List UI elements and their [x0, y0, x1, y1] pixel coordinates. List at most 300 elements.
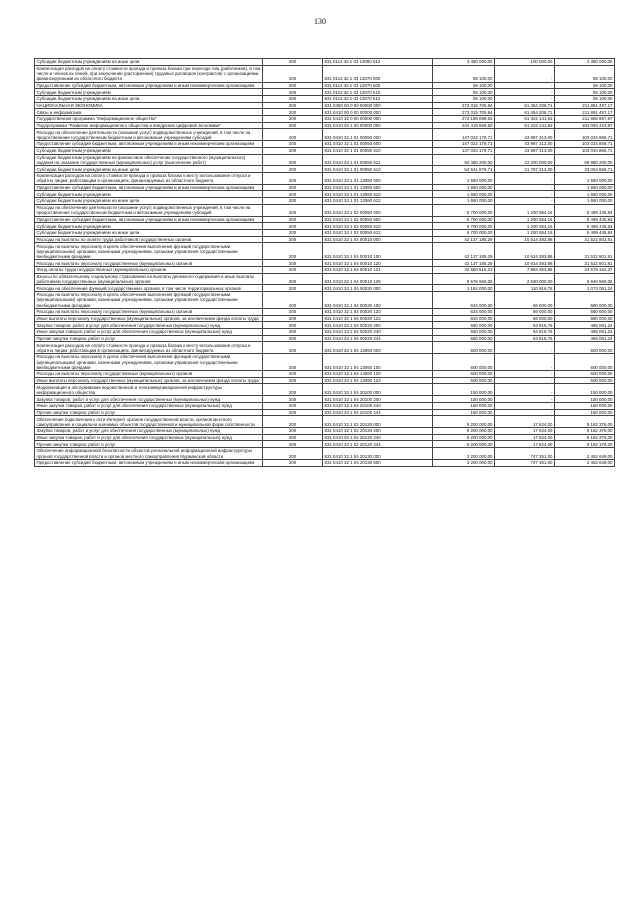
- row-executed-cell: 100 000,00: [495, 59, 555, 66]
- table-row: [35, 377, 615, 384]
- row-name-cell: Компенсация расходов на оплату стоимости проезда и провоза багажа при переезде лиц (работников), в том числе и членов их семей, при заключении (расторжении) трудовых договоров (контрактов) с организациями, финансируемыми из областного бюджета: [35, 65, 263, 82]
- row-classification-cell: 831 0410 32 1 04 00010 000: [323, 236, 433, 243]
- row-approved-cell: 600 000,00: [433, 377, 495, 384]
- row-name-cell: Предоставление субсидий бюджетным, автономным учреждениям и иным некоммерческим организациям: [35, 184, 263, 191]
- row-approved-cell: 550 000,00: [433, 329, 495, 336]
- row-classification-cell: 831 0410 32 1 04 00010 120: [323, 260, 433, 267]
- row-approved-cell: 150 000,00: [433, 396, 495, 403]
- row-remainder-cell: 600 000,00: [555, 377, 615, 384]
- row-code-cell: 200: [263, 260, 323, 267]
- row-classification-cell: 831 0410 32 1 02 20120 244: [323, 441, 433, 448]
- table-row: [35, 216, 615, 223]
- table-row: [35, 322, 615, 329]
- row-approved-cell: 147 022 179,71: [433, 147, 495, 154]
- row-name-cell: Компенсация расходов на оплату стоимости проезда и провоза багажа к месту использования отпуска и обратно лицам, работающим в организациях, финансируемых из областного бюджета: [35, 342, 263, 354]
- row-classification-cell: 831 0410 32 1 04 13060 000: [323, 342, 433, 354]
- row-remainder-cell: 9 182 376,00: [555, 428, 615, 435]
- table-row: [35, 59, 615, 66]
- table-row: [35, 342, 615, 354]
- row-code-cell: 200: [263, 315, 323, 322]
- row-executed-cell: -: [495, 402, 555, 409]
- table-row: [35, 354, 615, 371]
- row-approved-cell: 59 100,00: [433, 82, 495, 89]
- row-remainder-cell: 1 650 000,00: [555, 191, 615, 198]
- table-row: [35, 191, 615, 198]
- row-code-cell: 200: [263, 384, 323, 396]
- row-code-cell: 200: [263, 147, 323, 154]
- table-row: [35, 65, 615, 82]
- row-approved-cell: 147 022 179,71: [433, 129, 495, 141]
- row-executed-cell: 54 918,76: [495, 329, 555, 336]
- table-row: [35, 441, 615, 448]
- row-approved-cell: 147 022 179,71: [433, 141, 495, 148]
- table-row: [35, 266, 615, 273]
- row-classification-cell: 831 0410 32 1 04 00010 121: [323, 266, 433, 273]
- row-executed-cell: 747 351,00: [495, 448, 555, 460]
- row-classification-cell: 831 0410 32 1 02 00050 000: [323, 204, 433, 216]
- row-approved-cell: 6 700 000,00: [433, 230, 495, 237]
- row-name-cell: Закупка товаров, работ и услуг для обеспечения государственных (муниципальных) нужд: [35, 428, 263, 435]
- table-row: [35, 434, 615, 441]
- row-executed-cell: 17 624,00: [495, 434, 555, 441]
- row-approved-cell: 634 000,00: [433, 292, 495, 309]
- row-classification-cell: 831 0400 00 0 00 00000 000: [323, 102, 433, 109]
- row-remainder-cell: 150 000,00: [555, 384, 615, 396]
- row-code-cell: 200: [263, 223, 323, 230]
- table-row: [35, 285, 615, 292]
- row-code-cell: 200: [263, 184, 323, 191]
- row-classification-cell: 831 0410 32 1 02 00050 612: [323, 230, 433, 237]
- row-remainder-cell: 600 000,00: [555, 354, 615, 371]
- table-row: [35, 204, 615, 216]
- row-name-cell: Субсидии бюджетным учреждениям на иные цели: [35, 95, 263, 102]
- row-classification-cell: 831 0410 32 1 04 20100 000: [323, 384, 433, 396]
- row-classification-cell: 831 0410 32 1 02 20120 240: [323, 434, 433, 441]
- row-name-cell: Расходы на обеспечение деятельности (оказание услуг) подведомственных учреждений, в том числе на предоставление государственным бюджетным и автономным учреждениям субсидий: [35, 129, 263, 141]
- row-remainder-cell: 3 380 000,00: [555, 59, 615, 66]
- row-approved-cell: 1 650 000,00: [433, 191, 495, 198]
- row-classification-cell: 831 0410 32 1 01 13060 000: [323, 173, 433, 185]
- row-name-cell: Прочая закупка товаров, работ и услуг: [35, 441, 263, 448]
- table-row: [35, 89, 615, 96]
- row-remainder-cell: 2 452 649,00: [555, 448, 615, 460]
- row-approved-cell: 54 541 979,71: [433, 166, 495, 173]
- row-classification-cell: 831 0410 32 1 04 00020 200: [323, 322, 433, 329]
- row-classification-cell: 831 0410 32 1 04 13060 120: [323, 371, 433, 378]
- row-remainder-cell: 31 522 801,91: [555, 236, 615, 243]
- row-remainder-cell: 495 081,24: [555, 335, 615, 342]
- row-approved-cell: 42 137 185,29: [433, 243, 495, 260]
- table-row: [35, 371, 615, 378]
- row-remainder-cell: 211 866 957,97: [555, 116, 615, 123]
- table-row: [35, 260, 615, 267]
- row-name-cell: Закупка товаров, работ и услуг для обеспечения государственных (муниципальных) нужд: [35, 396, 263, 403]
- row-approved-cell: 92 480 200,00: [433, 154, 495, 166]
- row-executed-cell: 110 916,76: [495, 285, 555, 292]
- row-classification-cell: 831 0410 32 1 00 00000 000: [323, 122, 433, 129]
- row-executed-cell: -: [495, 65, 555, 82]
- row-code-cell: 200: [263, 273, 323, 285]
- table-row: [35, 166, 615, 173]
- row-code-cell: 200: [263, 154, 323, 166]
- row-approved-cell: 600 000,00: [433, 354, 495, 371]
- row-remainder-cell: 69 980 200,00: [555, 154, 615, 166]
- row-name-cell: Субсидии бюджетным учреждениям на финансовое обеспечение государственного (муниципального) задания на оказание государственных (муниципальных) услуг (выполнение работ): [35, 154, 263, 166]
- row-name-cell: Иные выплаты персоналу государственных (муниципальных) органов, за исключением фонда оплаты труда: [35, 377, 263, 384]
- row-remainder-cell: 24 576 162,37: [555, 266, 615, 273]
- table-row: [35, 243, 615, 260]
- row-classification-cell: 831 0410 32 1 01 00050 612: [323, 166, 433, 173]
- row-approved-cell: 550 000,00: [433, 335, 495, 342]
- row-executed-cell: -: [495, 342, 555, 354]
- table-row: [35, 448, 615, 460]
- row-approved-cell: 59 100,00: [433, 89, 495, 96]
- row-remainder-cell: 1 073 081,24: [555, 285, 615, 292]
- row-code-cell: 200: [263, 141, 323, 148]
- table-row: [35, 116, 615, 123]
- row-name-cell: Иные закупки товаров, работ и услуг для обеспечения государственных (муниципальных) нужд: [35, 434, 263, 441]
- table-row: [35, 154, 615, 166]
- table-row: [35, 109, 615, 116]
- table-row: [35, 402, 615, 409]
- row-approved-cell: 6 700 000,00: [433, 204, 495, 216]
- row-code-cell: 200: [263, 129, 323, 141]
- row-code-cell: 200: [263, 371, 323, 378]
- table-row: [35, 292, 615, 309]
- row-remainder-cell: 600 000,00: [555, 371, 615, 378]
- row-name-cell: Связь и информатика: [35, 109, 263, 116]
- row-code-cell: 200: [263, 342, 323, 354]
- row-code-cell: 200: [263, 448, 323, 460]
- row-approved-cell: 42 137 185,29: [433, 260, 495, 267]
- row-name-cell: Государственная программа "Информационное общество": [35, 116, 263, 123]
- row-name-cell: Прочая закупка товаров, работ и услуг: [35, 409, 263, 416]
- row-approved-cell: 9 200 000,00: [433, 434, 495, 441]
- row-name-cell: Модернизация и обслуживание ведомственной и телекоммуникационной инфраструктуры информационного общества: [35, 384, 263, 396]
- row-code-cell: 200: [263, 322, 323, 329]
- row-classification-cell: 831 0113 32 1 03 13070 610: [323, 89, 433, 96]
- row-executed-cell: 54 918,76: [495, 335, 555, 342]
- row-executed-cell: 61 454 208,71: [495, 102, 555, 109]
- table-row: [35, 409, 615, 416]
- row-approved-cell: 9 200 000,00: [433, 428, 495, 435]
- row-code-cell: 200: [263, 459, 323, 466]
- row-executed-cell: 17 624,00: [495, 441, 555, 448]
- row-code-cell: 200: [263, 285, 323, 292]
- row-remainder-cell: 6 946 669,06: [555, 273, 615, 285]
- row-approved-cell: 59 100,00: [433, 95, 495, 102]
- table-row: [35, 329, 615, 336]
- row-executed-cell: -: [495, 371, 555, 378]
- row-classification-cell: 831 0410 32 1 04 20130 600: [323, 459, 433, 466]
- row-name-cell: Субсидии бюджетным учреждениям на иные цели: [35, 230, 263, 237]
- row-approved-cell: 273 315 705,84: [433, 102, 495, 109]
- row-classification-cell: 831 0410 32 1 04 20100 240: [323, 402, 433, 409]
- row-classification-cell: 831 0410 32 1 04 13060 100: [323, 354, 433, 371]
- row-executed-cell: 1 200 554,16: [495, 204, 555, 216]
- row-executed-cell: 1 200 554,16: [495, 223, 555, 230]
- row-classification-cell: 831 0410 32 1 04 00020 240: [323, 329, 433, 336]
- row-approved-cell: 600 000,00: [433, 371, 495, 378]
- row-classification-cell: 831 0113 32 1 03 13070 600: [323, 82, 433, 89]
- row-code-cell: 200: [263, 396, 323, 403]
- page-number: 130: [314, 17, 326, 26]
- row-code-cell: 200: [263, 191, 323, 198]
- row-name-cell: Расходы на выплаты персоналу государственных (муниципальных) органов: [35, 260, 263, 267]
- table-row: [35, 102, 615, 109]
- row-code-cell: 200: [263, 173, 323, 185]
- row-executed-cell: -: [495, 384, 555, 396]
- row-name-cell: Расходы на выплаты персоналу в целях обеспечения выполнения функций государственными (муниципальными) органами, казенными учреждениями, органами управления государственными внебюджетными фондами: [35, 292, 263, 309]
- row-remainder-cell: 580 000,00: [555, 308, 615, 315]
- row-remainder-cell: 150 000,00: [555, 409, 615, 416]
- row-executed-cell: 61 454 208,71: [495, 109, 555, 116]
- table-row: [35, 82, 615, 89]
- row-name-cell: Предоставление субсидий бюджетным, автономным учреждениям и иным некоммерческим организациям: [35, 459, 263, 466]
- row-approved-cell: 3 200 000,00: [433, 448, 495, 460]
- row-remainder-cell: 2 452 649,00: [555, 459, 615, 466]
- row-remainder-cell: 31 522 801,91: [555, 260, 615, 267]
- row-code-cell: 200: [263, 243, 323, 260]
- row-remainder-cell: 5 499 445,84: [555, 223, 615, 230]
- row-classification-cell: 831 0410 32 1 01 13060 612: [323, 198, 433, 205]
- row-remainder-cell: 183 093 423,97: [555, 122, 615, 129]
- row-name-cell: Иные закупки товаров, работ и услуг для обеспечения государственных (муниципальных) нужд: [35, 329, 263, 336]
- row-classification-cell: 831 0410 32 1 01 00050 000: [323, 129, 433, 141]
- row-remainder-cell: 600 000,00: [555, 342, 615, 354]
- row-approved-cell: 634 000,00: [433, 315, 495, 322]
- row-remainder-cell: 580 000,00: [555, 315, 615, 322]
- row-classification-cell: 831 0410 32 1 02 20120 000: [323, 416, 433, 428]
- row-code-cell: 200: [263, 116, 323, 123]
- row-executed-cell: -: [495, 82, 555, 89]
- row-remainder-cell: 150 000,00: [555, 396, 615, 403]
- row-classification-cell: 831 0410 32 1 04 00010 100: [323, 243, 433, 260]
- row-classification-cell: 831 0410 32 1 04 20100 244: [323, 409, 433, 416]
- row-classification-cell: 831 0410 32 1 02 00050 600: [323, 216, 433, 223]
- row-classification-cell: 831 0113 32 1 03 13080 612: [323, 59, 433, 66]
- row-remainder-cell: 1 650 000,00: [555, 198, 615, 205]
- row-name-cell: Иные закупки товаров, работ и услуг для обеспечения государственных (муниципальных) нужд: [35, 402, 263, 409]
- row-name-cell: Расходы на выплаты персоналу государственных (муниципальных) органов: [35, 371, 263, 378]
- row-code-cell: 200: [263, 109, 323, 116]
- row-executed-cell: 61 322 141,63: [495, 122, 555, 129]
- row-classification-cell: 831 0410 32 1 04 00010 129: [323, 273, 433, 285]
- row-name-cell: Расходы на выплаты персоналу в целях обеспечения выполнения функций государственными (муниципальными) органами, казенными учреждениями, органами управления государственными внебюджетными фондами: [35, 243, 263, 260]
- row-code-cell: 200: [263, 198, 323, 205]
- row-remainder-cell: 31 522 801,91: [555, 243, 615, 260]
- row-code-cell: 200: [263, 95, 323, 102]
- row-remainder-cell: 59 100,00: [555, 95, 615, 102]
- row-approved-cell: 150 000,00: [433, 402, 495, 409]
- row-classification-cell: 831 0410 32 1 01 00050 611: [323, 154, 433, 166]
- row-executed-cell: 1 200 554,16: [495, 216, 555, 223]
- row-code-cell: 200: [263, 377, 323, 384]
- table-row: [35, 141, 615, 148]
- row-remainder-cell: 150 000,00: [555, 402, 615, 409]
- row-classification-cell: 831 0410 32 1 01 00050 600: [323, 141, 433, 148]
- row-executed-cell: 7 984 353,86: [495, 266, 555, 273]
- row-name-cell: Закупка товаров, работ и услуг для обеспечения государственных (муниципальных) нужд: [35, 322, 263, 329]
- row-classification-cell: 831 0410 32 0 00 00000 000: [323, 116, 433, 123]
- row-classification-cell: 831 0410 32 1 01 00050 610: [323, 147, 433, 154]
- row-classification-cell: 831 0113 32 1 03 13070 000: [323, 65, 433, 82]
- row-approved-cell: 273 189 099,63: [433, 116, 495, 123]
- row-name-cell: Предоставление субсидий бюджетным, автономным учреждениям и иным некоммерческим организациям: [35, 82, 263, 89]
- row-name-cell: Субсидии бюджетным учреждениям на иные цели: [35, 166, 263, 173]
- row-executed-cell: 56 000,00: [495, 315, 555, 322]
- row-name-cell: Субсидии бюджетным учреждениям: [35, 191, 263, 198]
- row-classification-cell: 831 0410 00 0 00 00000 000: [323, 109, 433, 116]
- row-remainder-cell: 5 499 445,84: [555, 204, 615, 216]
- row-code-cell: 200: [263, 402, 323, 409]
- row-name-cell: Субсидии бюджетным учреждениям: [35, 223, 263, 230]
- row-approved-cell: 6 700 000,00: [433, 223, 495, 230]
- row-code-cell: 200: [263, 166, 323, 173]
- row-executed-cell: 10 614 383,88: [495, 243, 555, 260]
- row-approved-cell: 3 200 000,00: [433, 459, 495, 466]
- row-executed-cell: -: [495, 396, 555, 403]
- row-approved-cell: 1 650 000,00: [433, 198, 495, 205]
- table-row: [35, 129, 615, 141]
- row-executed-cell: 10 614 383,88: [495, 236, 555, 243]
- table-row: [35, 236, 615, 243]
- row-executed-cell: 43 987 313,00: [495, 147, 555, 154]
- row-approved-cell: 1 650 000,00: [433, 173, 495, 185]
- row-executed-cell: 22 200 000,00: [495, 154, 555, 166]
- row-classification-cell: 831 0410 32 1 04 20130 000: [323, 448, 433, 460]
- row-approved-cell: 273 315 705,84: [433, 109, 495, 116]
- row-code-cell: 200: [263, 409, 323, 416]
- row-executed-cell: -: [495, 191, 555, 198]
- row-name-cell: Иные выплаты персоналу государственных (муниципальных) органов, за исключением фонда оплаты труда: [35, 315, 263, 322]
- row-code-cell: 200: [263, 335, 323, 342]
- table-row: [35, 416, 615, 428]
- row-classification-cell: 831 0410 32 1 02 20120 200: [323, 428, 433, 435]
- row-approved-cell: 3 480 000,00: [433, 59, 495, 66]
- row-name-cell: НАЦИОНАЛЬНАЯ ЭКОНОМИКА: [35, 102, 263, 109]
- row-executed-cell: 43 987 313,00: [495, 141, 555, 148]
- row-executed-cell: 56 000,00: [495, 308, 555, 315]
- row-code-cell: 200: [263, 434, 323, 441]
- row-remainder-cell: 9 182 376,00: [555, 434, 615, 441]
- row-classification-cell: 831 0410 32 1 04 00020 122: [323, 315, 433, 322]
- row-name-cell: Расходы на выплаты персоналу государственных (муниципальных) органов: [35, 308, 263, 315]
- row-executed-cell: 17 624,00: [495, 428, 555, 435]
- row-code-cell: 200: [263, 416, 323, 428]
- row-code-cell: 200: [263, 230, 323, 237]
- row-executed-cell: -: [495, 354, 555, 371]
- row-remainder-cell: 5 499 445,84: [555, 230, 615, 237]
- row-code-cell: 200: [263, 59, 323, 66]
- row-name-cell: Субсидии бюджетным учреждениям: [35, 89, 263, 96]
- table-row: [35, 147, 615, 154]
- row-name-cell: Компенсация расходов на оплату стоимости проезда и провоза багажа к месту использования отпуска и обратно лицам, работающим в организациях, финансируемых из областного бюджета: [35, 173, 263, 185]
- row-classification-cell: 831 0410 32 1 01 13060 600: [323, 184, 433, 191]
- row-remainder-cell: 59 100,00: [555, 65, 615, 82]
- row-remainder-cell: 103 034 866,71: [555, 141, 615, 148]
- row-code-cell: 200: [263, 441, 323, 448]
- row-name-cell: Субсидии бюджетным учреждениям на иные цели: [35, 198, 263, 205]
- row-approved-cell: 150 000,00: [433, 409, 495, 416]
- row-name-cell: Расходы на обеспечение функций государственных органов, в том числе территориальных органов: [35, 285, 263, 292]
- table-row: [35, 95, 615, 102]
- row-approved-cell: 9 576 669,06: [433, 273, 495, 285]
- row-executed-cell: 747 351,00: [495, 459, 555, 466]
- row-name-cell: Расходы на выплаты персоналу в целях обеспечения выполнения функций государственными (муниципальными) органами, казенными учреждениями, органами управления государственными внебюджетными фондами: [35, 354, 263, 371]
- row-remainder-cell: 1 650 000,00: [555, 184, 615, 191]
- row-code-cell: 200: [263, 204, 323, 216]
- row-executed-cell: -: [495, 377, 555, 384]
- row-remainder-cell: 580 000,00: [555, 292, 615, 309]
- row-code-cell: 200: [263, 266, 323, 273]
- row-name-cell: Подпрограмма "Развитие информационного общества и внедрение цифровой экономики": [35, 122, 263, 129]
- row-executed-cell: 54 918,76: [495, 322, 555, 329]
- row-remainder-cell: 9 182 376,00: [555, 441, 615, 448]
- row-approved-cell: 150 000,00: [433, 384, 495, 396]
- row-executed-cell: 56 000,00: [495, 292, 555, 309]
- row-remainder-cell: 59 100,00: [555, 89, 615, 96]
- row-remainder-cell: 103 034 866,71: [555, 129, 615, 141]
- row-approved-cell: 550 000,00: [433, 322, 495, 329]
- row-remainder-cell: 1 650 000,00: [555, 173, 615, 185]
- table-row: [35, 335, 615, 342]
- row-classification-cell: 831 0410 32 1 04 20100 200: [323, 396, 433, 403]
- row-name-cell: Субсидии бюджетным учреждениям на иные цели: [35, 59, 263, 66]
- table-row: [35, 173, 615, 185]
- row-code-cell: 200: [263, 102, 323, 109]
- table-row: [35, 273, 615, 285]
- row-code-cell: 200: [263, 65, 323, 82]
- row-remainder-cell: 495 081,24: [555, 329, 615, 336]
- row-executed-cell: 43 987 313,00: [495, 129, 555, 141]
- row-classification-cell: 831 0113 32 1 03 13070 612: [323, 95, 433, 102]
- row-executed-cell: -: [495, 409, 555, 416]
- row-classification-cell: 831 0410 32 1 04 00020 000: [323, 285, 433, 292]
- row-approved-cell: 6 700 000,00: [433, 216, 495, 223]
- table-row: [35, 384, 615, 396]
- row-executed-cell: 21 787 313,00: [495, 166, 555, 173]
- row-remainder-cell: 211 861 497,17: [555, 102, 615, 109]
- table-row: [35, 184, 615, 191]
- row-approved-cell: 1 184 000,00: [433, 285, 495, 292]
- row-remainder-cell: 33 054 666,71: [555, 166, 615, 173]
- row-approved-cell: 634 000,00: [433, 308, 495, 315]
- row-code-cell: 200: [263, 329, 323, 336]
- row-name-cell: Обеспечение информационной безопасности объектов региональной информационной инфраструктуры органов государственной власти и органов местного самоуправления Мурманской области: [35, 448, 263, 460]
- row-code-cell: 200: [263, 354, 323, 371]
- row-executed-cell: 2 630 000,00: [495, 273, 555, 285]
- row-approved-cell: 59 100,00: [433, 65, 495, 82]
- table-row: [35, 223, 615, 230]
- row-approved-cell: 42 137 185,29: [433, 236, 495, 243]
- row-executed-cell: -: [495, 184, 555, 191]
- row-executed-cell: -: [495, 89, 555, 96]
- table-row: [35, 396, 615, 403]
- row-classification-cell: 831 0410 32 1 02 00050 610: [323, 223, 433, 230]
- row-name-cell: Субсидии бюджетным учреждениям: [35, 147, 263, 154]
- row-code-cell: 200: [263, 89, 323, 96]
- row-executed-cell: 61 322 141,63: [495, 116, 555, 123]
- table-row: [35, 308, 615, 315]
- row-remainder-cell: 5 499 445,84: [555, 216, 615, 223]
- row-approved-cell: 1 650 000,00: [433, 184, 495, 191]
- row-classification-cell: 831 0410 32 1 04 00020 100: [323, 292, 433, 309]
- row-approved-cell: 600 000,00: [433, 342, 495, 354]
- row-code-cell: 200: [263, 216, 323, 223]
- row-executed-cell: 10 614 383,88: [495, 260, 555, 267]
- row-name-cell: Прочая закупка товаров, работ и услуг: [35, 335, 263, 342]
